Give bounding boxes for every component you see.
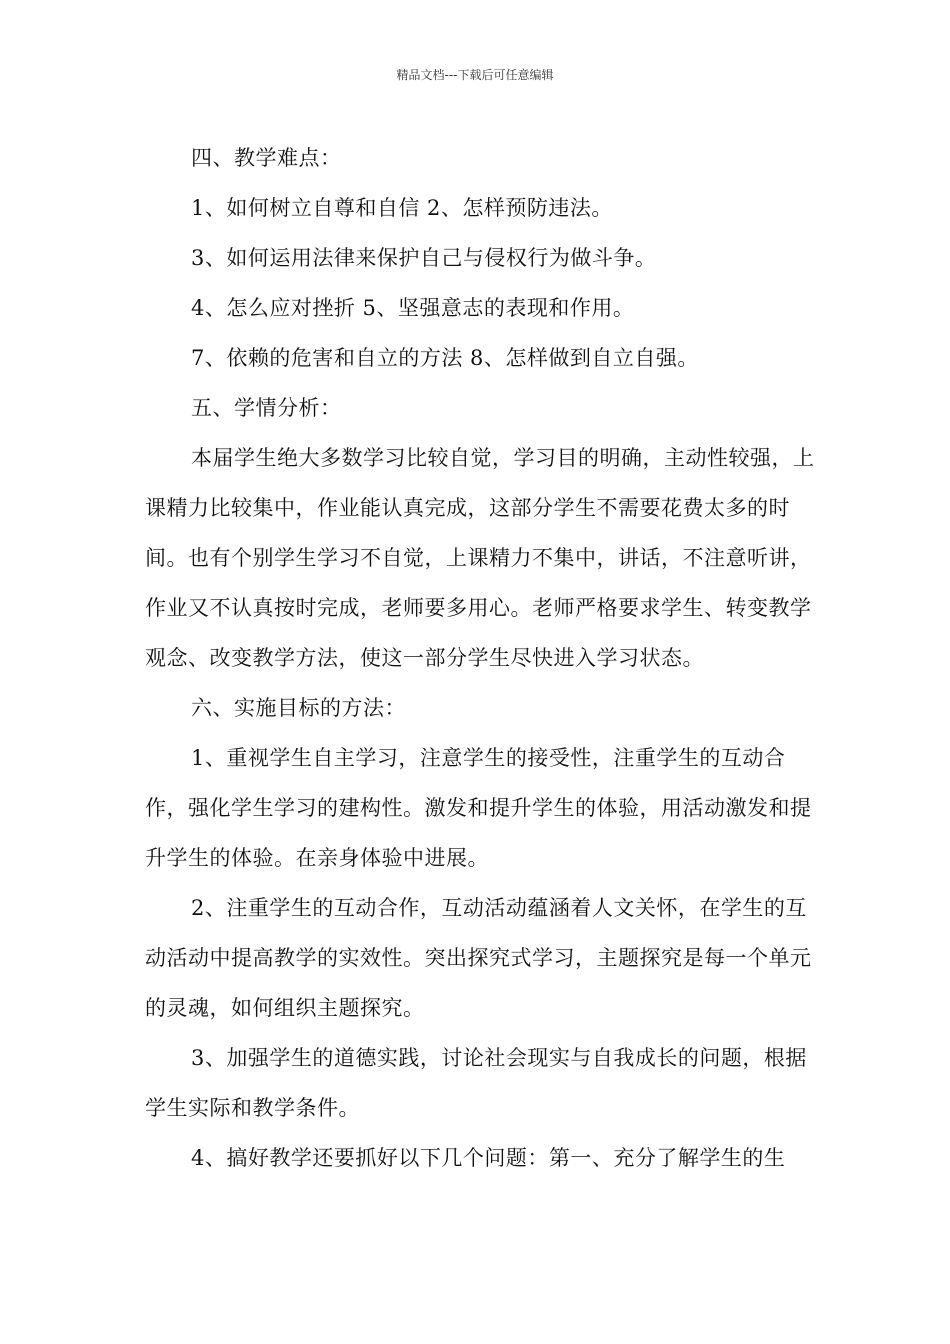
difficulty-item-3: 3、如何运用法律来保护自己与侵权行为做斗争。 [191,246,657,270]
section-heading-methods: 六、实施目标的方法： [191,696,406,720]
analysis-paragraph: 本届学生绝大多数学习比较自觉，学习目的明确，主动性较强，上课精力比较集中，作业能认真完成，这部分学生不需要花费太多的时间。也有个别学生学习不自觉，上课精力不集中，讲话，不注意听讲，作业又不认真按时完成，老师要多用心。老师严格要求学生、转变教学观念、改变教学方法，使这一部分学生尽快进入学习状态。 [145,446,815,670]
difficulty-item-4-5: 4、怎么应对挫折 5、坚强意志的表现和作用。 [191,296,635,320]
page-header: 精品文档---下载后可任意编辑 [396,68,554,82]
method-paragraph-2: 2、注重学生的互动合作，互动活动蕴涵着人文关怀，在学生的互动活动中提高教学的实效性。突出探究式学习，主题探究是每一个单元的灵魂，如何组织主题探究。 [145,896,812,1020]
section-heading-difficulties: 四、教学难点： [191,146,342,170]
method-paragraph-1: 1、重视学生自主学习，注意学生的接受性，注重学生的互动合作，强化学生学习的建构性。激发和提升学生的体验，用活动激发和提升学生的体验。在亲身体验中进展。 [145,746,812,870]
document-body [145,133,820,1183]
difficulty-item-1-2: 1、如何树立自尊和自信 2、怎样预防违法。 [191,196,613,220]
section-heading-analysis: 五、学情分析： [191,396,342,420]
method-paragraph-3: 3、加强学生的道德实践，讨论社会现实与自我成长的问题，根据学生实际和教学条件。 [145,1046,807,1120]
difficulty-item-7-8: 7、依赖的危害和自立的方法 8、怎样做到自立自强。 [191,346,699,370]
method-paragraph-4: 4、搞好教学还要抓好以下几个问题：第一、充分了解学生的生 [191,1146,786,1170]
